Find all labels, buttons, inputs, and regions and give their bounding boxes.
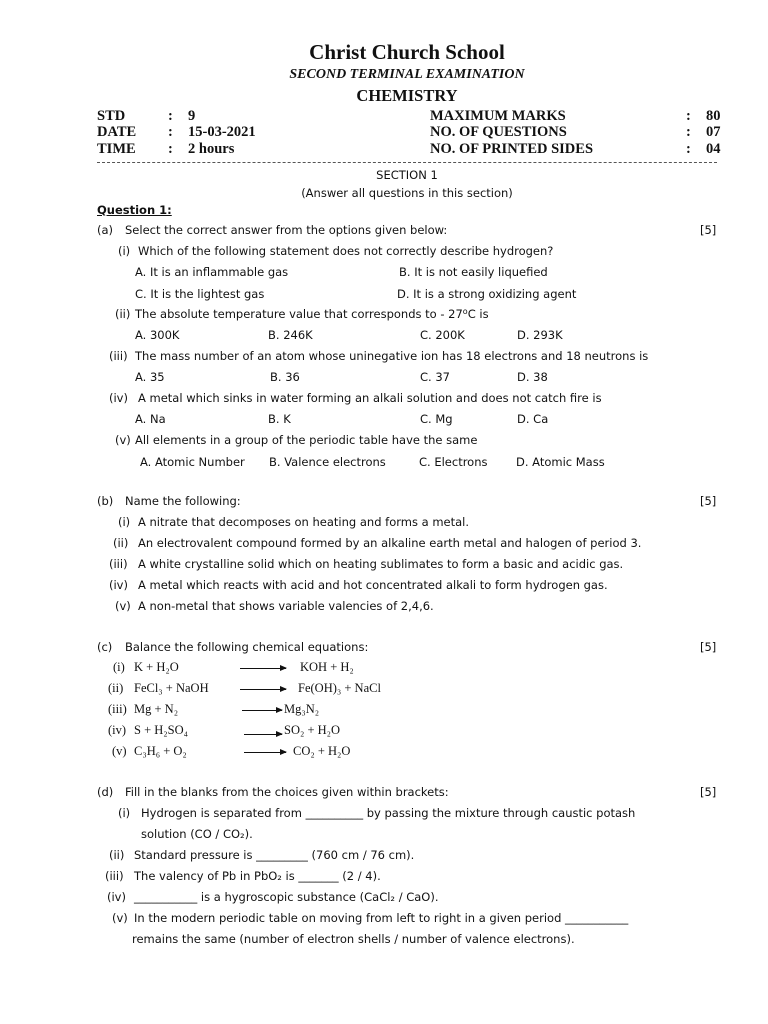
- item-number: (i): [118, 515, 131, 529]
- part-instruction: Name the following:: [125, 494, 241, 508]
- equation-rhs: CO₂ + H₂O: [293, 744, 351, 758]
- marks: [5]: [700, 785, 717, 799]
- part-label: (d): [97, 785, 114, 799]
- equation-lhs: K + H₂O: [134, 660, 179, 674]
- equation-number: (v): [112, 744, 127, 758]
- info-value: 2 hours: [188, 141, 235, 157]
- item-text: All elements in a group of the periodic table have the same: [135, 433, 478, 447]
- info-label: MAXIMUM MARKS: [430, 108, 566, 124]
- option: B. K: [268, 412, 291, 426]
- item-number: (ii): [113, 536, 129, 550]
- equation-rhs: Fe(OH)₃ + NaCl: [298, 681, 381, 695]
- item-text: ___________ is a hygroscopic substance (CaCl₂ / CaO).: [134, 890, 439, 904]
- equation-rhs: KOH + H₂: [300, 660, 354, 674]
- item-text-continued: remains the same (number of electron shells / number of valence electrons).: [132, 932, 575, 946]
- option: C. Electrons: [419, 455, 488, 469]
- reaction-arrow: [242, 710, 282, 711]
- option: D. It is a strong oxidizing agent: [397, 287, 577, 301]
- part-instruction: Select the correct answer from the options given below:: [125, 223, 448, 237]
- item-number: (ii): [115, 307, 131, 321]
- info-colon: :: [686, 108, 691, 124]
- option: B. 246K: [268, 328, 313, 342]
- option: A. 300K: [135, 328, 180, 342]
- option: A. Atomic Number: [140, 455, 245, 469]
- item-number: (iv): [109, 578, 128, 592]
- marks: [5]: [700, 640, 717, 654]
- equation-lhs: Mg + N₂: [134, 702, 179, 716]
- equation-number: (iii): [108, 702, 127, 716]
- info-colon: :: [168, 141, 173, 157]
- option: D. 293K: [517, 328, 563, 342]
- item-number: (iii): [105, 869, 124, 883]
- item-text: A nitrate that decomposes on heating and forms a metal.: [138, 515, 470, 529]
- info-value: 80: [706, 108, 721, 124]
- part-label: (b): [97, 494, 114, 508]
- option: C. 200K: [420, 328, 465, 342]
- option: A. It is an inflammable gas: [135, 265, 289, 279]
- equation-lhs: S + H₂SO₄: [134, 723, 188, 737]
- marks: [5]: [700, 494, 717, 508]
- option: A. 35: [135, 370, 165, 384]
- equation-number: (ii): [108, 681, 124, 695]
- school-name: Christ Church School: [309, 40, 505, 64]
- info-label: TIME: [97, 141, 136, 157]
- item-text: A white crystalline solid which on heating sublimates to form a basic and acidic gas.: [138, 557, 624, 571]
- info-label: STD: [97, 108, 126, 124]
- item-text: An electrovalent compound formed by an alkaline earth metal and halogen of period 3.: [138, 536, 642, 550]
- marks: [5]: [700, 223, 717, 237]
- subject-title: CHEMISTRY: [356, 86, 458, 105]
- item-text-continued: solution (CO / CO₂).: [141, 827, 253, 841]
- item-text: A non-metal that shows variable valencies of 2,4,6.: [138, 599, 434, 613]
- info-value: 04: [706, 141, 721, 157]
- item-text: In the modern periodic table on moving from left to right in a given period ___________: [134, 911, 629, 925]
- option: C. It is the lightest gas: [135, 287, 265, 301]
- option: D. Atomic Mass: [516, 455, 605, 469]
- reaction-arrow: [244, 752, 286, 753]
- equation-number: (i): [113, 660, 125, 674]
- item-number: (iv): [109, 391, 128, 405]
- item-number: (v): [112, 911, 128, 925]
- reaction-arrow: [240, 668, 286, 669]
- section-note: (Answer all questions in this section): [301, 186, 513, 200]
- equation-number: (iv): [108, 723, 127, 737]
- equation-lhs: C₃H₆ + O₂: [134, 744, 187, 758]
- item-number: (i): [118, 806, 131, 820]
- option: C. Mg: [420, 412, 453, 426]
- info-label: DATE: [97, 124, 137, 140]
- item-number: (iv): [107, 890, 126, 904]
- item-number: (v): [115, 599, 131, 613]
- item-text: A metal which sinks in water forming an alkali solution and does not catch fire is: [138, 391, 602, 405]
- option: C. 37: [420, 370, 450, 384]
- option: B. 36: [270, 370, 300, 384]
- item-text: Standard pressure is _________ (760 cm / 76 cm).: [134, 848, 415, 862]
- item-text: Hydrogen is separated from __________ by passing the mixture through caustic potash: [141, 806, 636, 820]
- item-number: (i): [118, 244, 131, 258]
- part-label: (c): [97, 640, 113, 654]
- item-number: (iii): [109, 349, 128, 363]
- option: A. Na: [135, 412, 166, 426]
- item-text: Which of the following statement does not correctly describe hydrogen?: [138, 244, 554, 258]
- part-instruction: Fill in the blanks from the choices given within brackets:: [125, 785, 449, 799]
- option: D. 38: [517, 370, 548, 384]
- part-label: (a): [97, 223, 114, 237]
- equation-lhs: FeCl₃ + NaOH: [134, 681, 209, 695]
- info-value: 07: [706, 124, 721, 140]
- item-text: The mass number of an atom whose uninegative ion has 18 electrons and 18 neutrons is: [135, 349, 649, 363]
- item-text: The absolute temperature value that corresponds to - 27$^o$C is: [135, 307, 489, 321]
- exam-title: SECOND TERMINAL EXAMINATION: [289, 67, 525, 82]
- info-colon: :: [168, 124, 173, 140]
- item-number: (ii): [109, 848, 125, 862]
- option: D. Ca: [517, 412, 549, 426]
- equation-rhs: SO₂ + H₂O: [284, 723, 341, 737]
- question-heading: Question 1:: [97, 203, 172, 217]
- option: B. Valence electrons: [269, 455, 386, 469]
- info-colon: :: [686, 141, 691, 157]
- part-instruction: Balance the following chemical equations:: [125, 640, 369, 654]
- option: B. It is not easily liquefied: [399, 265, 548, 279]
- info-label: NO. OF QUESTIONS: [430, 124, 567, 140]
- item-text: A metal which reacts with acid and hot concentrated alkali to form hydrogen gas.: [138, 578, 608, 592]
- item-number: (v): [115, 433, 131, 447]
- info-colon: :: [686, 124, 691, 140]
- info-value: 9: [188, 108, 196, 124]
- item-text: The valency of Pb in PbO₂ is _______ (2 / 4).: [134, 869, 381, 883]
- header-divider: [97, 162, 717, 163]
- item-number: (iii): [109, 557, 128, 571]
- reaction-arrow: [244, 734, 282, 735]
- info-colon: :: [168, 108, 173, 124]
- reaction-arrow: [240, 689, 286, 690]
- section-title: SECTION 1: [376, 168, 438, 182]
- info-value: 15-03-2021: [188, 124, 256, 140]
- info-label: NO. OF PRINTED SIDES: [430, 141, 594, 157]
- equation-rhs: Mg₃N₂: [284, 702, 320, 716]
